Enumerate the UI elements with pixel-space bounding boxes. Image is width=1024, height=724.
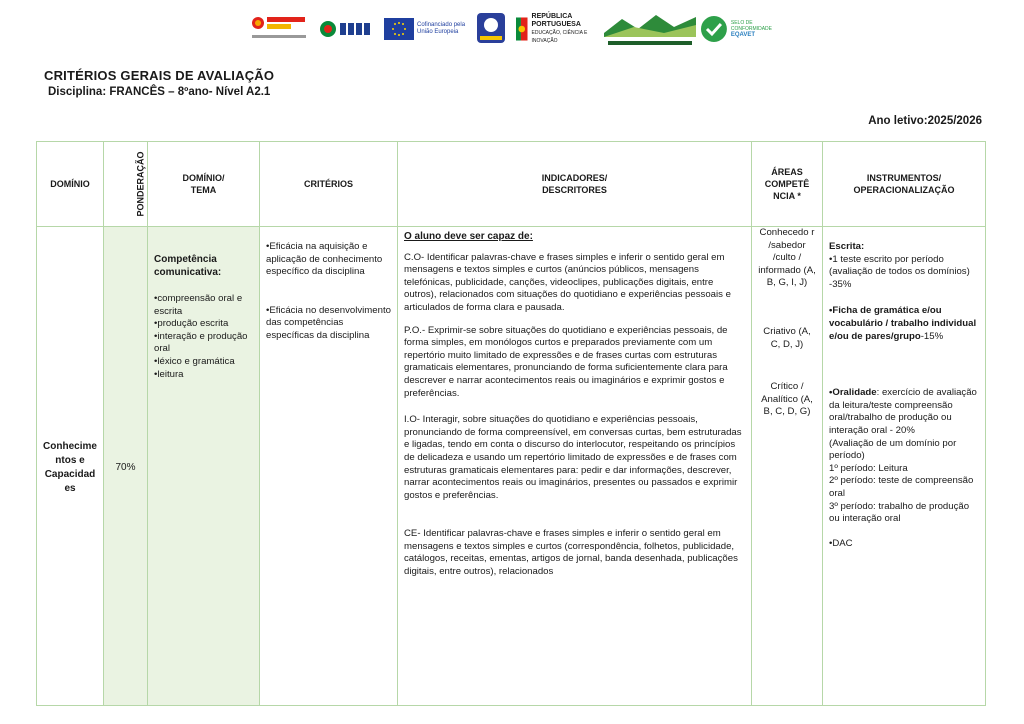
indicator-paragraph: P.O.- Exprimir-se sobre situações do quotidiano e experiências pessoais, de forma simples, em monólogos curtos e preparados previamente com um repertório muito limitado de expressões e de frases curtas com estruturas gramaticais elementares, pronunciando de forma suficientemente clara para descrever e narrar acontecimentos reais ou imaginários e exprimir gostos e preferências.: [404, 324, 728, 399]
table-header-row: [37, 142, 986, 227]
evaluation-criteria-table: [36, 141, 986, 706]
list-item: •compreensão oral e escrita: [154, 293, 243, 317]
pessoas-2030-logo: [248, 8, 310, 50]
cell-areas: [752, 227, 823, 706]
indicator-paragraph: I.O- Interagir, sobre situações do quotidiano e experiências pessoais, pronunciando de forma compreensível, em conversas curtas, bem estruturadas e ligadas, tendo em conta o discurso do interlocutor, respeitando os princípios de delicadeza e usando um repertório limitado de expressões e de frases com estruturas gramaticais elementares para: pedir e dar informações, descrever, narrar acontecimentos reais ou imaginários, presentes ou passados e exprimir gostos e preferências.: [404, 414, 742, 501]
area-item: Criativo (A, C, D, J): [763, 325, 811, 350]
list-item: •DAC: [829, 537, 853, 549]
tema-heading: Competência comunicativa:: [154, 254, 222, 278]
indicator-paragraph: CE- Identificar palavras-chave e frases simples e inferir o sentido geral em mensagens e textos simples e curtos (correspondência, folhetos, publicidade, catálogos, receitas, ementas, artigos de jornal, banda desenhada, publicações digitais, entre outros), relacionados: [404, 528, 738, 578]
escrita-heading: Escrita:: [829, 241, 865, 252]
agrupamento-marco-logo: [604, 8, 696, 50]
list-item: •léxico e gramática: [154, 355, 235, 367]
school-year: Ano letivo:2025/2026: [868, 115, 982, 127]
list-item: •leitura: [154, 368, 184, 380]
list-item: •produção escrita: [154, 318, 229, 330]
header-ponderacao: PONDERAÇÃO: [104, 142, 148, 227]
oral-note: (Avaliação de um domínio por período): [829, 437, 957, 462]
periodo-item: 2º período: teste de compreensão oral: [829, 475, 974, 499]
cell-criterios: [260, 227, 398, 706]
portugal-2030-logo: [318, 8, 374, 50]
area-item: Crítico / Analítico (A, B, C, D, G): [761, 381, 813, 418]
cell-instrumentos: [823, 227, 986, 706]
logo-strip: [248, 8, 778, 50]
area-item: Conhecedo r /sabedor /culto / informado (A, B, G, I, J): [758, 227, 816, 289]
list-item: •Eficácia no desenvolvimento das competências específicas da disciplina: [266, 304, 391, 341]
erasmus-badge-logo: [474, 8, 508, 50]
eqavet-logo: SELO DE CONFORMIDADE EQAVET: [700, 8, 772, 50]
list-item: •Oralidade: exercício de avaliação da leitura/teste compreensão oral/trabalho de produção ou interação oral - 20%: [829, 387, 977, 436]
cell-dominio: Conhecime ntos e Capacidad es: [37, 227, 104, 706]
header-instrumentos: INSTRUMENTOS/ OPERACIONALIZAÇÃO: [823, 142, 986, 227]
cell-ponderacao: 70%: [104, 227, 148, 706]
eu-flag-logo: Cofinanciado pela União Europeia: [384, 8, 468, 50]
document-subtitle: Disciplina: FRANCÊS – 8ºano- Nível A2.1: [48, 86, 271, 98]
periodo-item: 3º período: trabalho de produção ou interação oral: [829, 500, 970, 525]
indicator-paragraph: C.O- Identificar palavras-chave e frases simples e inferir o sentido geral em mensagens e textos simples e curtos (anúncios públicos, mensagens telefónicas, publicidade, canções, videoclipes, publicações digitais, entre outros), relacionados com situações do quotidiano e experiências pessoais e articulados de forma clara e pausada.: [404, 251, 731, 313]
cell-tema: [148, 227, 260, 706]
header-indicadores: INDICADORES/ DESCRITORES: [398, 142, 752, 227]
cell-indicadores: [398, 227, 752, 706]
list-item: •1 teste escrito por período (avaliação de todos os domínios) -35%: [829, 253, 970, 290]
header-dominio: DOMÍNIO: [37, 142, 104, 227]
list-item: •Ficha de gramática e/ou vocabulário / trabalho individual e/ou de pares/grupo-15%: [829, 305, 977, 342]
header-tema: DOMÍNIO/ TEMA: [148, 142, 260, 227]
indicadores-heading: O aluno deve ser capaz de:: [404, 231, 533, 242]
list-item: •interação e produção oral: [154, 330, 248, 355]
header-areas: ÁREAS COMPETÊ NCIA *: [752, 142, 823, 227]
document-title: CRITÉRIOS GERAIS DE AVALIAÇÃO: [44, 68, 275, 83]
list-item: •Eficácia na aquisição e aplicação de conhecimento específico da disciplina: [266, 241, 383, 278]
periodo-item: 1º período: Leitura: [829, 462, 908, 474]
header-criterios: CRITÉRIOS: [260, 142, 398, 227]
table-row: [37, 227, 986, 706]
republica-portuguesa-logo: REPÚBLICA PORTUGUESA EDUCAÇÃO, CIÊNCIA E INOVAÇÃO: [516, 8, 600, 50]
